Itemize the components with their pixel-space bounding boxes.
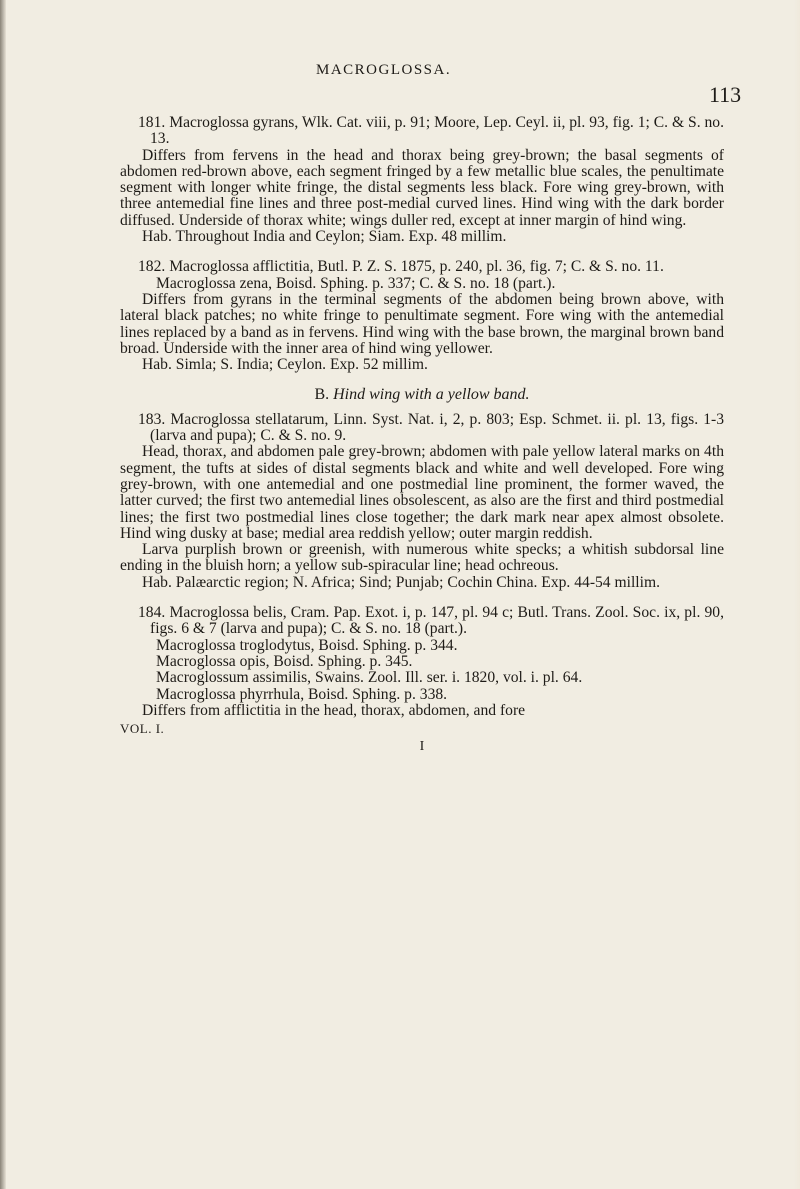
page-gutter-shadow [0, 0, 6, 1189]
section-label: Hind wing with a yellow band. [333, 386, 530, 404]
signature-mark: I [419, 739, 425, 755]
body-text [120, 115, 724, 756]
entry-181-description: Differs from fervens in the head and thorax being grey-brown; the basal segments of abdomen red-brown above, each segment fringed by a few metallic blue scales, the penultimate segment with longer white fringe, the distal segments less black. Fore wing grey-brown, with three antemedial fine lines and three post-medial curved lines. Hind wing with the dark border diffused. Underside of thorax white; wings duller red, except at inner margin of hind wing. [120, 146, 724, 229]
volume-label: VOL. I. [120, 721, 165, 737]
entry-182-synonym: Macroglossa zena, Boisd. Sphing. p. 337; C. & S. no. 18 (part.). [156, 274, 556, 292]
page-footer [120, 721, 724, 756]
entry-183-habitat: Hab. Palæarctic region; N. Africa; Sind; Punjab; Cochin China. Exp. 44-54 millim. [142, 573, 660, 591]
entry-184-citation: 184. Macroglossa belis, Cram. Pap. Exot. i, p. 147, pl. 94 c; Butl. Trans. Zool. Soc. ix, pl. 90, figs. 6 & 7 (larva and pupa); C. & S. no. 18 (part.). [138, 604, 724, 638]
entry-184-description: Differs from afflictitia in the head, thorax, abdomen, and fore [142, 701, 526, 719]
entry-182-description: Differs from gyrans in the terminal segments of the abdomen being brown above, with lateral black patches; no white fringe to penultimate segment. Fore wing with the antemedial lines replaced by a band as in fervens. Hind wing with the base brown, the marginal brown band broad. Underside with the inner area of hind wing yellower. [120, 290, 724, 357]
entry-184-synonym-2: Macroglossa opis, Boisd. Sphing. p. 345. [156, 652, 413, 670]
entry-182-habitat: Hab. Simla; S. India; Ceylon. Exp. 52 millim. [142, 356, 428, 374]
entry-181-habitat: Hab. Throughout India and Ceylon; Siam. Exp. 48 millim. [142, 228, 507, 246]
entry-184-synonym-4: Macroglossa phyrrhula, Boisd. Sphing. p. 338. [156, 685, 448, 703]
entry-181-citation: 181. Macroglossa gyrans, Wlk. Cat. viii, p. 91; Moore, Lep. Ceyl. ii, pl. 93, fig. 1; C. & S. no. 13. [138, 114, 724, 148]
section-letter: B. [314, 386, 330, 404]
entry-182-citation: 182. Macroglossa afflictitia, Butl. P. Z. S. 1875, p. 240, pl. 36, fig. 7; C. & S. no. 11. [138, 258, 664, 276]
page-number: 113 [709, 82, 742, 107]
page-edge [794, 0, 800, 1189]
section-heading [120, 387, 724, 403]
entry-184-synonym-1: Macroglossa troglodytus, Boisd. Sphing. p. 344. [156, 636, 458, 654]
entry-183-citation: 183. Macroglossa stellatarum, Linn. Syst. Nat. i, 2, p. 803; Esp. Schmet. ii. pl. 13, figs. 1-3 (larva and pupa); C. & S. no. 9. [138, 410, 724, 445]
entry-183-description: Head, thorax, and abdomen pale grey-brown; abdomen with pale yellow lateral marks on 4th segment, the tufts at sides of distal segments black and white and well developed. Fore wing grey-brown, with one antemedial and one postmedial line prominent, the former waved, the latter curved; the first two antemedial lines obsolescent, as also are the first and third postmedial lines; the first two postmedial lines close together; the dark mark near apex almost obsolete. Hind wing dusky at base; medial area reddish yellow; outer margin reddish. [120, 443, 724, 542]
running-head: MACROGLOSSA. [316, 62, 452, 78]
entry-183-larva: Larva purplish brown or greenish, with numerous white specks; a whitish subdorsal line ending in the bluish horn; a yellow sub-spiracular line; head ochreous. [120, 541, 724, 575]
entry-184-synonym-3: Macroglossum assimilis, Swains. Zool. Ill. ser. i. 1820, vol. i. pl. 64. [156, 669, 583, 687]
